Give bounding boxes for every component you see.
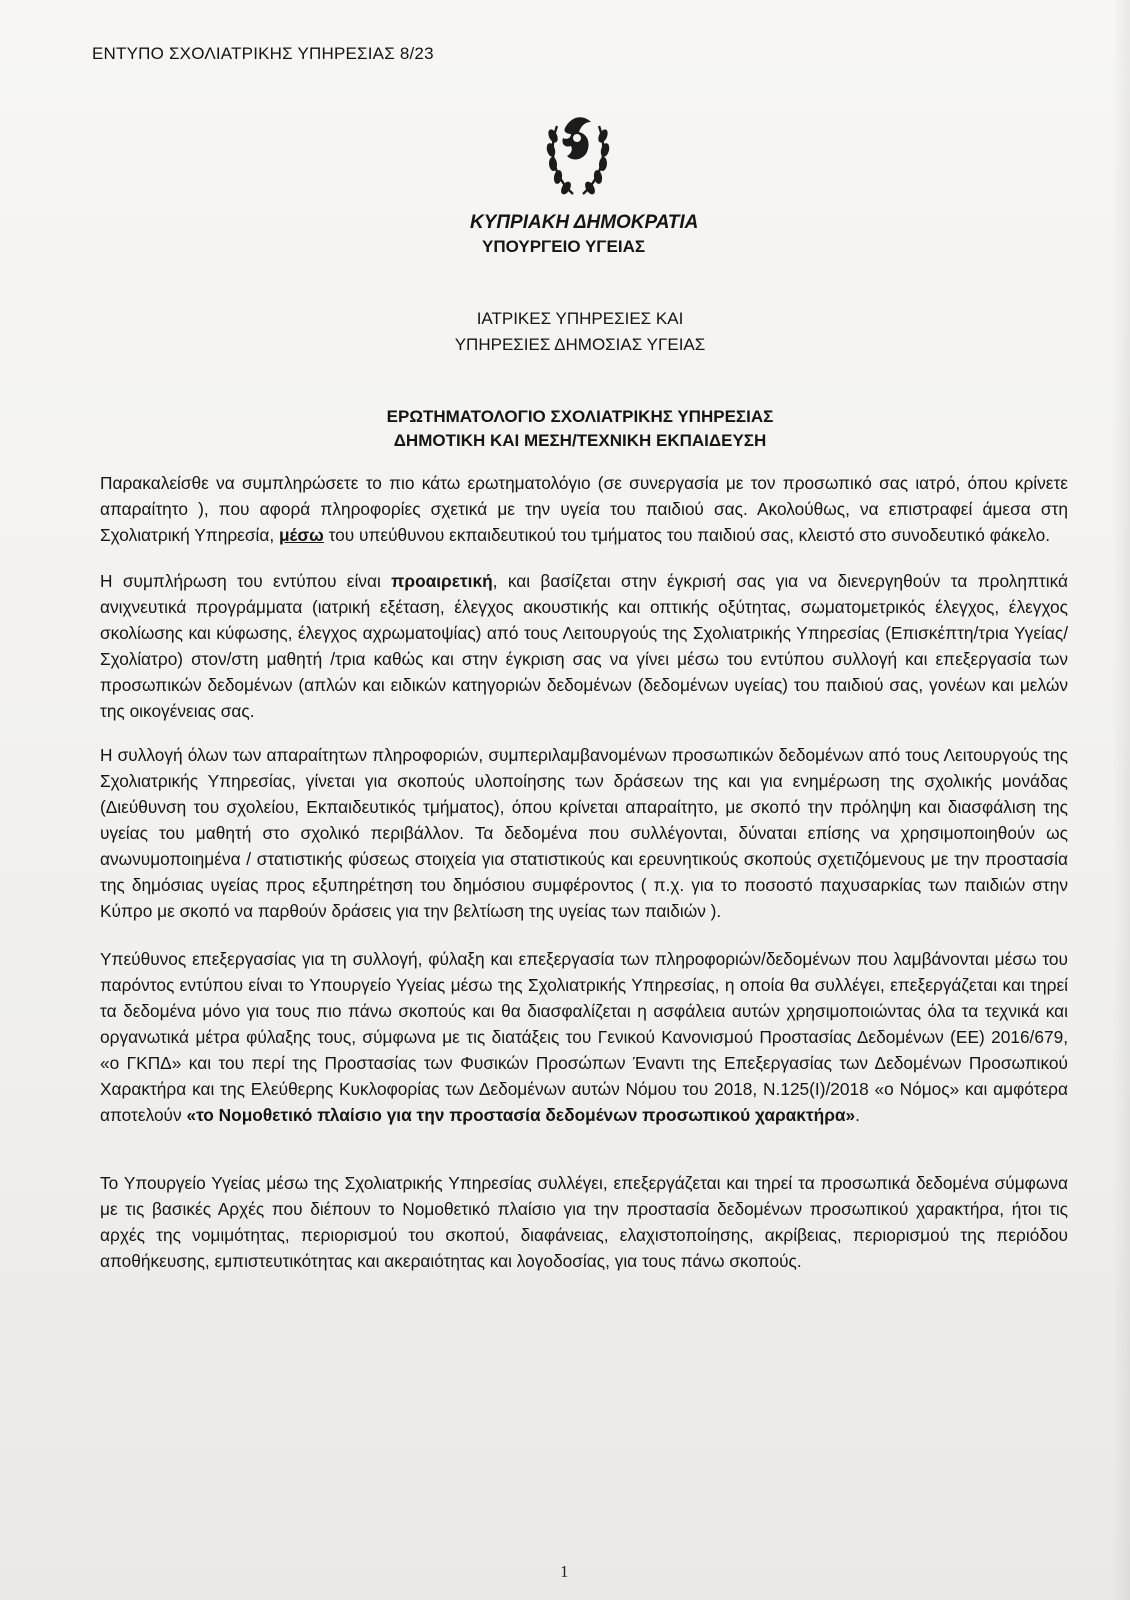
paragraph-data-controller bbox=[100, 946, 1068, 1128]
form-code: ΕΝΤΥΠΟ ΣΧΟΛΙΑΤΡΙΚΗΣ ΥΠΗΡΕΣΙΑΣ 8/23 bbox=[92, 44, 434, 63]
paragraph-text: Παρακαλείσθε να συμπληρώσετε το πιο κάτω ερωτηματολόγιο (σε συνεργασία με τον προσωπικό σας ιατρό, όπου κρίνετε απαραίτητο ), που αφορά πληροφορίες σχετικά με την υγεία του παιδιού σας. Ακολούθως, να επιστραφεί άμεσα στη Σχολιατρική Υπηρεσία, bbox=[100, 473, 1068, 545]
emphasis-text: προαιρετική bbox=[391, 571, 493, 591]
document-body bbox=[100, 470, 1068, 1294]
republic-name: ΚΥΠΡΙΑΚΗ ΔΗΜΟΚΡΑΤΙΑ bbox=[470, 212, 699, 233]
emphasis-text: «το Νομοθετικό πλαίσιο για την προστασία δεδομένων προσωπικού χαρακτήρα» bbox=[186, 1105, 856, 1125]
page-edge-shadow bbox=[1112, 0, 1130, 1600]
department-line-2: ΥΠΗΡΕΣΙΕΣ ΔΗΜΟΣΙΑΣ ΥΓΕΙΑΣ bbox=[454, 335, 706, 354]
paragraph-instructions bbox=[100, 470, 1068, 548]
page-number: 1 bbox=[560, 1562, 569, 1581]
title-line-2: ΔΗΜΟΤΙΚΗ ΚΑΙ ΜΕΣΗ/ΤΕΧΝΙΚΗ ΕΚΠΑΙΔΕΥΣΗ bbox=[393, 431, 767, 450]
paragraph-principles: Το Υπουργείο Υγείας μέσω της Σχολιατρικής Υπηρεσίας συλλέγει, επεξεργάζεται και τηρεί τα προσωπικά δεδομένα σύμφωνα με τις βασικές Αρχές που διέπουν το Νομοθετικό πλαίσιο για την προστασία δεδομένων προσωπικού χαρακτήρα, ήτοι τις αρχές της νομιμότητας, περιορισμού του σκοπού, διαφάνειας, ελαχιστοποίησης, ακρίβειας, περιορισμού της περιόδου αποθήκευσης, εμπιστευτικότητας και ακεραιότητας και λογοδοσίας, για τους πάνω σκοπούς. bbox=[100, 1173, 1068, 1271]
paragraph-data-collection: Η συλλογή όλων των απαραίτητων πληροφοριών, συμπεριλαμβανομένων προσωπικών δεδομένων από τους Λειτουργούς της Σχολιατρικής Υπηρεσίας, γίνεται για σκοπούς υλοποίησης των δράσεων της και για ενημέρωση της σχολικής μονάδας (Διεύθυνση του σχολείου, Εκπαιδευτικός τμήματος), όπου κρίνεται απαραίτητο, με σκοπό την πρόληψη και διασφάλιση της υγείας του μαθητή στο σχολικό περιβάλλον. Τα δεδομένα που συλλέγονται, δύναται επίσης να χρησιμοποιηθούν ως ανωνυμοποιημένα / στατιστικής φύσεως στοιχεία για στατιστικούς και ερευνητικούς σκοπούς σχετιζόμενους με την προστασία της δημόσιας υγείας προς εξυπηρέτηση του δημόσιου συμφέροντος ( π.χ. για το ποσοστό παχυσαρκίας των παιδιών στην Κύπρο με σκοπό να παρθούν δράσεις για την βελτίωση της υγείας των παιδιών ). bbox=[100, 745, 1068, 921]
cyprus-coat-of-arms-icon bbox=[543, 108, 613, 203]
emphasis-text: μέσω bbox=[278, 525, 324, 545]
paragraph-text: Η συμπλήρωση του εντύπου είναι bbox=[100, 571, 392, 591]
paragraph-text: , και βασίζεται στην έγκρισή σας για να διενεργηθούν τα προληπτικά ανιχνευτικά προγράμματα (ιατρική εξέταση, έλεγχος ακουστικής και οπτικής οξύτητας, σωματομετρικός έλεγχος, έλεγχος σκολίωσης και κύφωσης, έλεγχος αχρωματοψίας) από τους Λειτουργούς της Σχολιατρικής Υπηρεσίας (Επισκέπτη/τρια Υγείας/ Σχολίατρο) στον/στη μαθητή /τρια καθώς και στην έγκριση σας να γίνει μέσω του εντύπου συλλογή και επεξεργασία των προσωπικών δεδομένων (απλών και ειδικών κατηγοριών δεδομένων (δεδομένων υγείας) του παιδιού σας, γονέων και μελών της οικογένειας σας. bbox=[100, 571, 1068, 721]
paragraph-consent bbox=[100, 568, 1068, 724]
department-line-1: ΙΑΤΡΙΚΕΣ ΥΠΗΡΕΣΙΕΣ ΚΑΙ bbox=[476, 309, 684, 328]
department-name bbox=[400, 306, 760, 358]
paragraph-text: του υπεύθυνου εκπαιδευτικού του τμήματος του παιδιού σας, κλειστό στο συνοδευτικό φάκελο. bbox=[323, 525, 1051, 545]
title-line-1: ΕΡΩΤΗΜΑΤΟΛΟΓΙΟ ΣΧΟΛΙΑΤΡΙΚΗΣ ΥΠΗΡΕΣΙΑΣ bbox=[386, 407, 774, 426]
paragraph-text: Υπεύθυνος επεξεργασίας για τη συλλογή, φύλαξη και επεξεργασία των πληροφοριών/δεδομένων που λαμβάνονται μέσω του παρόντος εντύπου είναι το Υπουργείο Υγείας μέσω της Σχολιατρικής Υπηρεσίας, η οποία θα συλλέγει, επεξεργάζεται και τηρεί τα δεδομένα μόνο για τους πιο πάνω σκοπούς και θα διασφαλίζεται η ασφάλεια αυτών χρησιμοποιώντας όλα τα τεχνικά και οργανωτικά μέτρα φύλαξης τους, σύμφωνα με τις διατάξεις του Γενικού Κανονισμού Προστασίας Δεδομένων (ΕΕ) 2016/679, «ο ΓΚΠΔ» και του περί της Προστασίας των Φυσικών Προσώπων Έναντι της Επεξεργασίας των Δεδομένων Προσωπικού Χαρακτήρα και της Ελεύθερης Κυκλοφορίας των Δεδομένων αυτών Νόμου του 2018, Ν.125(Ι)/2018 «ο Νόμος» και αμφότερα αποτελούν bbox=[100, 949, 1068, 1125]
paragraph-text: . bbox=[855, 1105, 860, 1125]
ministry-name: ΥΠΟΥΡΓΕΙΟ ΥΓΕΙΑΣ bbox=[482, 237, 646, 256]
document-title bbox=[300, 405, 860, 453]
